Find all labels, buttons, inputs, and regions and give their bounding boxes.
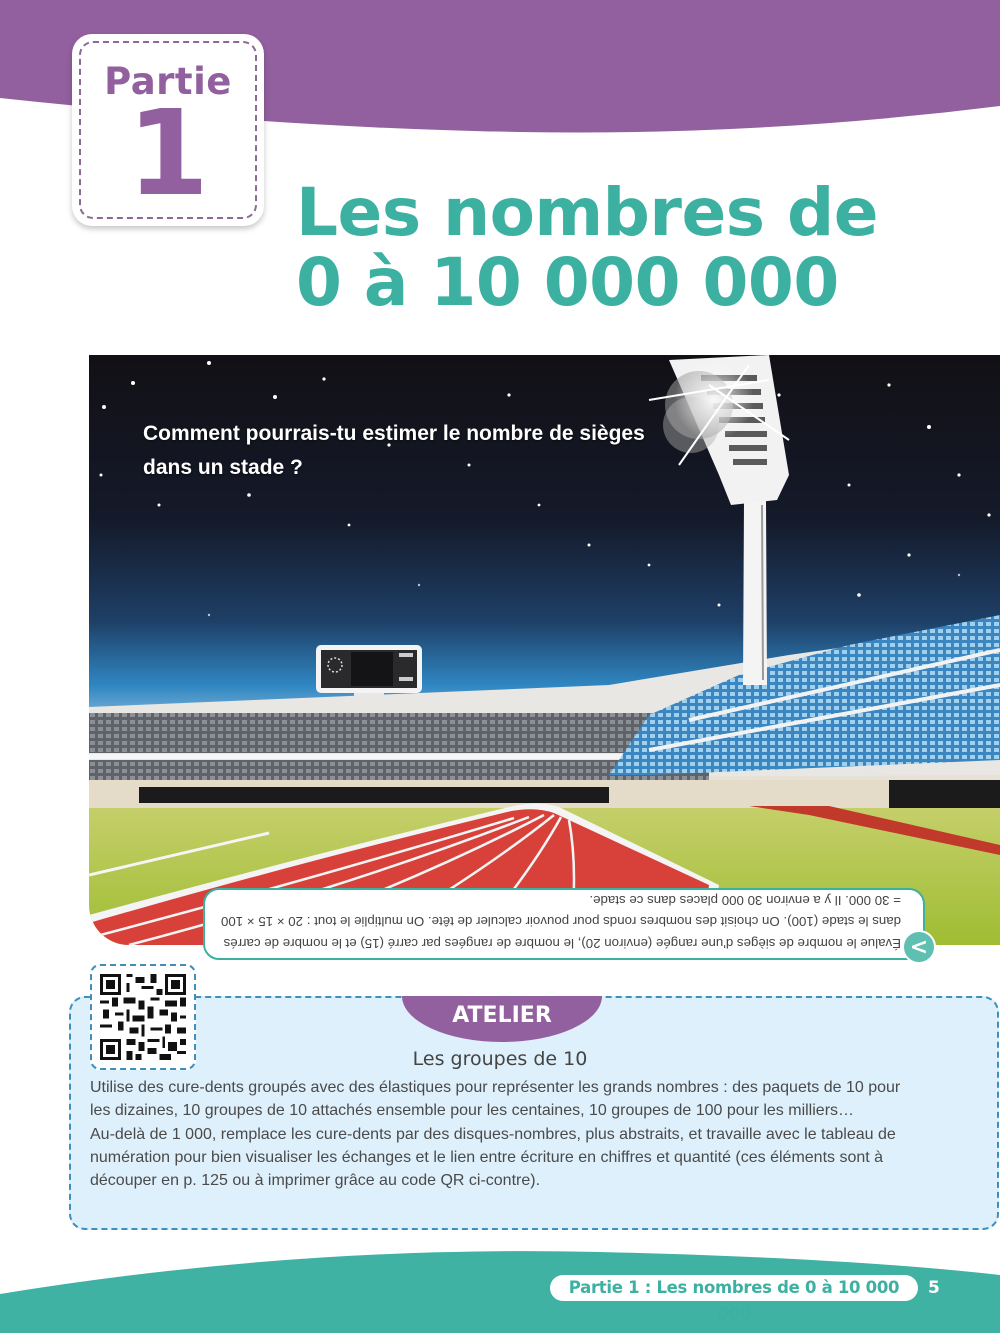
- chevron-left-icon[interactable]: <: [902, 930, 936, 964]
- partie-number: 1: [126, 84, 210, 222]
- chapter-title-line2: 0 à 10 000 000: [296, 244, 839, 321]
- illustration-question: Comment pourrais-tu estimer le nombre de sièges dans un stade ?: [143, 422, 645, 479]
- atelier-subtitle: [0, 1048, 1000, 1070]
- chapter-title: [296, 174, 976, 321]
- chapter-title-line1: Les nombres de: [296, 174, 879, 251]
- atelier-subtitle-text: Les groupes de 10: [412, 1048, 588, 1070]
- upside-down-answer-box: Évalue le nombre de sièges d'une rangée (environ 20), le nombre de rangées par carré (15) et le nombre de carrés dans le stade (100). On choisit des nombres ronds pour pouvoir calculer de tête. On multiplie le tout : 20 × 15 × 100 = 30 000. Il y a environ 30 000 places dans ce stade.: [203, 888, 925, 960]
- partie-badge: [72, 34, 264, 226]
- atelier-paragraph-1: Utilise des cure-dents groupés avec des élastiques pour représenter les grands nombres : des paquets de 10 pour les dizaines, 10 groupes de 10 attachés ensemble pour les centaines, 10 groupes de 100 pour les milliers…: [90, 1079, 901, 1120]
- atelier-badge: ATELIER: [402, 996, 602, 1042]
- atelier-paragraph-2: Au-delà de 1 000, remplace les cure-dents par des disques-nombres, plus abstraits, et travaille avec le tableau de numération pour bien visualiser les échanges et le lien entre écriture en chiffres et quantité (ces éléments sont à découper en p. 125 ou à imprimer grâce au code QR ci-contre).: [90, 1125, 896, 1190]
- stadium-illustration: [89, 355, 1000, 945]
- partie-label: Partie: [104, 60, 232, 103]
- running-title: Partie 1 : Les nombres de 0 à 10 000 000: [550, 1275, 918, 1301]
- atelier-text: [90, 1076, 910, 1192]
- page-number: 5: [928, 1278, 940, 1298]
